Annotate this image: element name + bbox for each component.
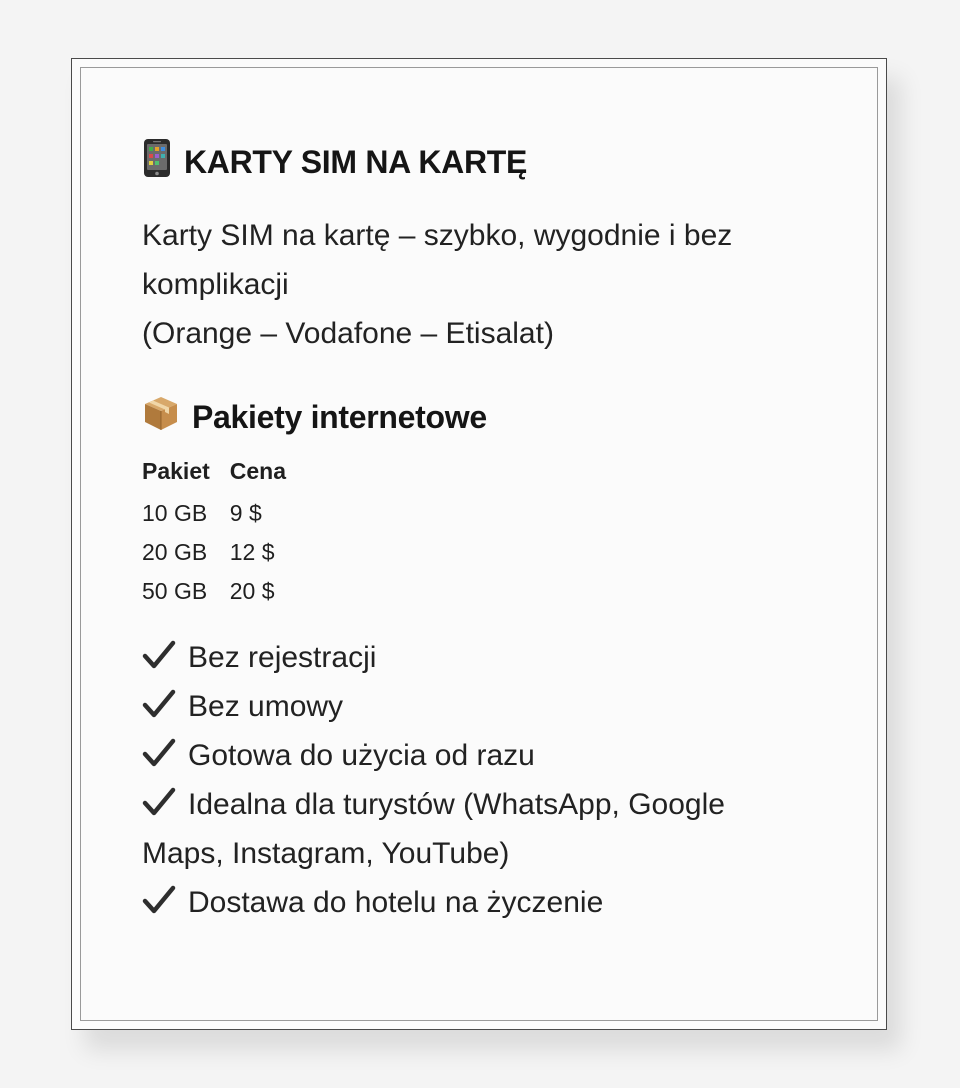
table-row xyxy=(142,494,306,533)
check-mark-icon xyxy=(142,734,176,764)
price-cell: 9 $ xyxy=(229,500,262,526)
package-box-icon xyxy=(142,394,180,440)
intro-line: komplikacji xyxy=(142,268,289,301)
list-item xyxy=(142,878,842,927)
intro-line: (Orange – Vodafone – Etisalat) xyxy=(142,317,554,350)
page-title xyxy=(142,141,842,183)
section-title-text: Pakiety internetowe xyxy=(192,398,487,435)
feature-text: Bez rejestracji xyxy=(188,641,377,674)
list-item xyxy=(142,682,842,731)
column-header-price: Cena xyxy=(229,457,287,484)
feature-text-continued: Maps, Instagram, YouTube) xyxy=(142,837,510,870)
price-cell: 20 $ xyxy=(229,578,275,604)
list-item xyxy=(142,780,842,878)
feature-text: Dostawa do hotelu na życzenie xyxy=(188,886,604,919)
feature-text: Gotowa do użycia od razu xyxy=(188,739,535,772)
features-list xyxy=(142,633,842,927)
list-item xyxy=(142,633,842,682)
packages-table xyxy=(142,456,306,611)
check-mark-icon xyxy=(142,783,176,813)
feature-text: Bez umowy xyxy=(188,690,344,723)
package-cell: 10 GB xyxy=(142,500,208,526)
table-row xyxy=(142,533,306,572)
table-row xyxy=(142,572,306,611)
price-cell: 12 $ xyxy=(229,539,275,565)
feature-text: Idealna dla turystów (WhatsApp, Google xyxy=(188,788,725,821)
flyer-card xyxy=(71,58,887,1030)
column-header-package: Pakiet xyxy=(142,457,210,484)
intro-line: Karty SIM na kartę – szybko, wygodnie i bez xyxy=(142,219,733,252)
intro-text xyxy=(142,211,842,358)
table-header-row xyxy=(142,456,306,494)
check-mark-icon xyxy=(142,881,176,911)
package-cell: 50 GB xyxy=(142,578,208,604)
check-mark-icon xyxy=(142,636,176,666)
package-cell: 20 GB xyxy=(142,539,208,565)
flyer-content xyxy=(142,141,842,927)
mobile-phone-icon xyxy=(142,138,172,186)
section-title xyxy=(142,396,842,438)
check-mark-icon xyxy=(142,685,176,715)
list-item xyxy=(142,731,842,780)
page-title-text: KARTY SIM NA KARTĘ xyxy=(184,143,528,180)
